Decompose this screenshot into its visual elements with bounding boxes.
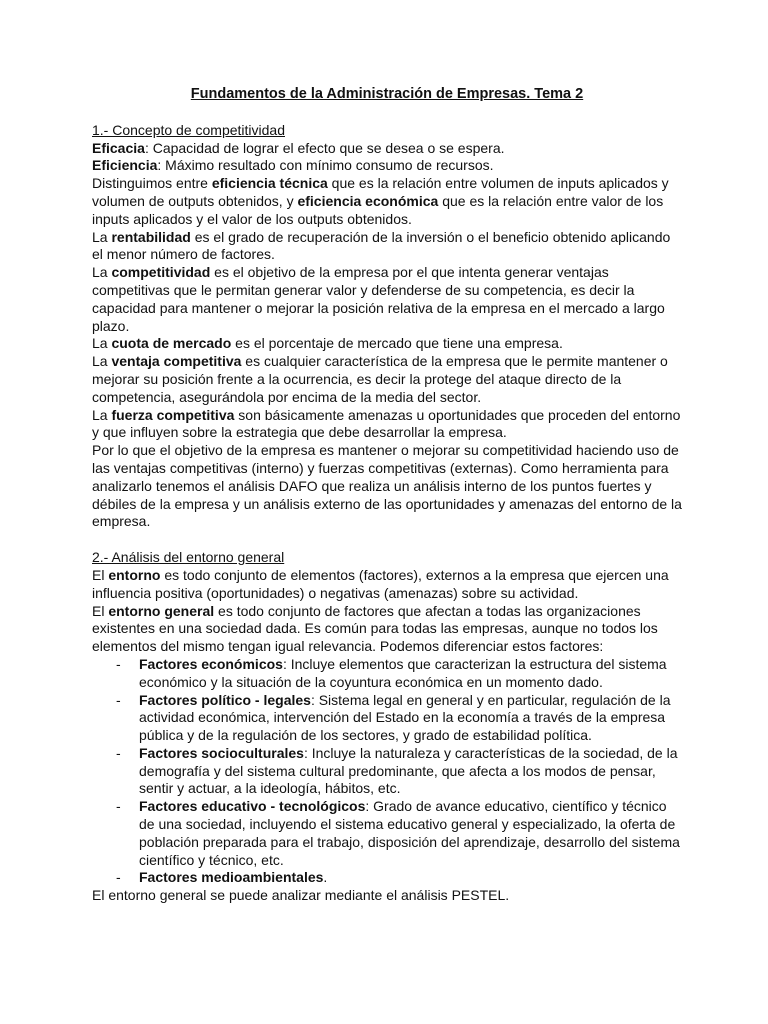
bold-term: Factores educativo - tecnológicos: [139, 798, 366, 815]
bold-term: Factores socioculturales: [139, 744, 304, 761]
paragraph: [92, 407, 682, 443]
text-run: : Incluye la naturaleza y características de la sociedad, de la demografía y del sistema cultural predominante, que afecta a los modos de pensar, sentir y actuar, a la ideología, hábitos, etc.: [139, 744, 678, 797]
text-run: que es la relación entre volumen de inputs aplicados y volumen de outputs obtenidos, y: [92, 175, 669, 209]
text-run: : Sistema legal en general y en particular, regulación de la actividad económica, intervención del Estado en la economía a través de la empresa pública y de la regulación de los sectores, y grado de estabilidad política.: [139, 691, 671, 744]
bold-term: Factores político - legales: [139, 691, 311, 708]
list-item: [139, 798, 682, 869]
text-run: .: [323, 869, 328, 886]
section-heading: 2.- Análisis del entorno general: [92, 549, 285, 566]
text-run: : Capacidad de lograr el efecto que se desea o se espera.: [144, 139, 505, 156]
text-run: es el objetivo de la empresa por el que intenta generar ventajas competitivas que le permitan generar valor y defenderse de su competencia, es decir la capacidad para mantener o mejorar la posición relativa de la empresa en el mercado a largo plazo.: [92, 264, 665, 334]
paragraph: [92, 442, 682, 531]
bold-term: entorno general: [108, 602, 215, 619]
paragraph: [92, 335, 682, 353]
list-item: [139, 692, 682, 745]
text-run: : Grado de avance educativo, científico y técnico de una sociedad, incluyendo el sistema educativo general y especializado, la oferta de población preparada para el trabajo, disposición del aprendizaje, desarrollo del sistema científico y técnico, etc.: [139, 798, 680, 868]
bold-term: eficiencia técnica: [211, 175, 328, 192]
text-run: La: [92, 335, 112, 352]
paragraph: [92, 157, 682, 175]
factors-list: [92, 656, 682, 887]
document-page: [92, 86, 682, 905]
bold-term: rentabilidad: [111, 228, 191, 245]
section-heading: 1.- Concepto de competitividad: [92, 121, 285, 138]
bold-term: Factores económicos: [139, 655, 283, 672]
bold-term: Eficacia: [92, 139, 145, 156]
paragraph: [92, 229, 682, 265]
text-run: La: [92, 353, 112, 370]
text-run: La: [92, 228, 112, 245]
text-run: es el porcentaje de mercado que tiene una empresa.: [231, 335, 563, 352]
text-run: La: [92, 264, 112, 281]
bold-term: entorno: [108, 566, 161, 583]
text-run: es todo conjunto de elementos (factores), externos a la empresa que ejercen una influencia positiva (oportunidades) o negativas (amenazas) sobre su actividad.: [92, 566, 669, 601]
document-title: Fundamentos de la Administración de Empresas. Tema 2: [190, 86, 584, 102]
paragraph: [92, 603, 682, 656]
bold-term: fuerza competitiva: [111, 406, 235, 423]
text-run: Distinguimos entre: [92, 175, 212, 192]
text-run: El: [92, 566, 109, 583]
section-entorno-general: [92, 549, 682, 905]
text-run: La: [92, 406, 112, 423]
section-body: [92, 567, 682, 656]
text-run: : Incluye elementos que caracterizan la estructura del sistema económico y la situación de la coyuntura económica en un momento dado.: [139, 655, 667, 690]
section-competitividad: [92, 122, 682, 531]
bold-term: Eficiencia: [92, 157, 158, 174]
bold-term: competitividad: [111, 264, 211, 281]
bold-term: Factores medioambientales: [139, 869, 324, 886]
list-item: [139, 745, 682, 798]
paragraph: [92, 264, 682, 335]
text-run: es cualquier característica de la empresa que le permite mantener o mejorar su posición frente a la ocurrencia, es decir la protege del ataque directo de la competencia, asegurándola por encima de la media del sector.: [92, 353, 668, 405]
text-run: que es la relación entre valor de los inputs aplicados y el valor de los outputs obtenidos.: [92, 192, 664, 227]
text-run: son básicamente amenazas u oportunidades que proceden del entorno y que influyen sobre la estrategia que debe desarrollar la empresa.: [92, 406, 681, 441]
paragraph: [92, 353, 682, 406]
bold-term: eficiencia económica: [297, 192, 439, 209]
bold-term: cuota de mercado: [111, 335, 232, 352]
text-run: es todo conjunto de factores que afectan a todas las organizaciones existentes en una sociedad dada. Es común para todas las empresas, aunque no todos los elementos del mismo tengan igual relevancia. Podemos diferenciar estos factores:: [92, 602, 658, 655]
text-run: Por lo que el objetivo de la empresa es mantener o mejorar su competitividad haciendo uso de las ventajas competitivas (interno) y fuerzas competitivas (externas). Como herramienta para analizarlo tenemos el análisis DAFO que realiza un análisis interno de los puntos fuertes y débiles de la empresa y un análisis externo de las oportunidades y amenazas del entorno de la empresa.: [92, 442, 682, 530]
text-run: es el grado de recuperación de la inversión o el beneficio obtenido aplicando el menor número de factores.: [92, 228, 671, 263]
section-body: [92, 140, 682, 532]
paragraph: [92, 175, 682, 228]
paragraph: [92, 567, 682, 603]
closing-paragraph: El entorno general se puede analizar mediante el análisis PESTEL.: [92, 887, 510, 904]
paragraph: [92, 140, 682, 158]
list-item: [139, 656, 682, 692]
list-item: [139, 869, 682, 887]
bold-term: ventaja competitiva: [111, 353, 242, 370]
text-run: El: [92, 602, 109, 619]
text-run: : Máximo resultado con mínimo consumo de recursos.: [157, 157, 494, 174]
